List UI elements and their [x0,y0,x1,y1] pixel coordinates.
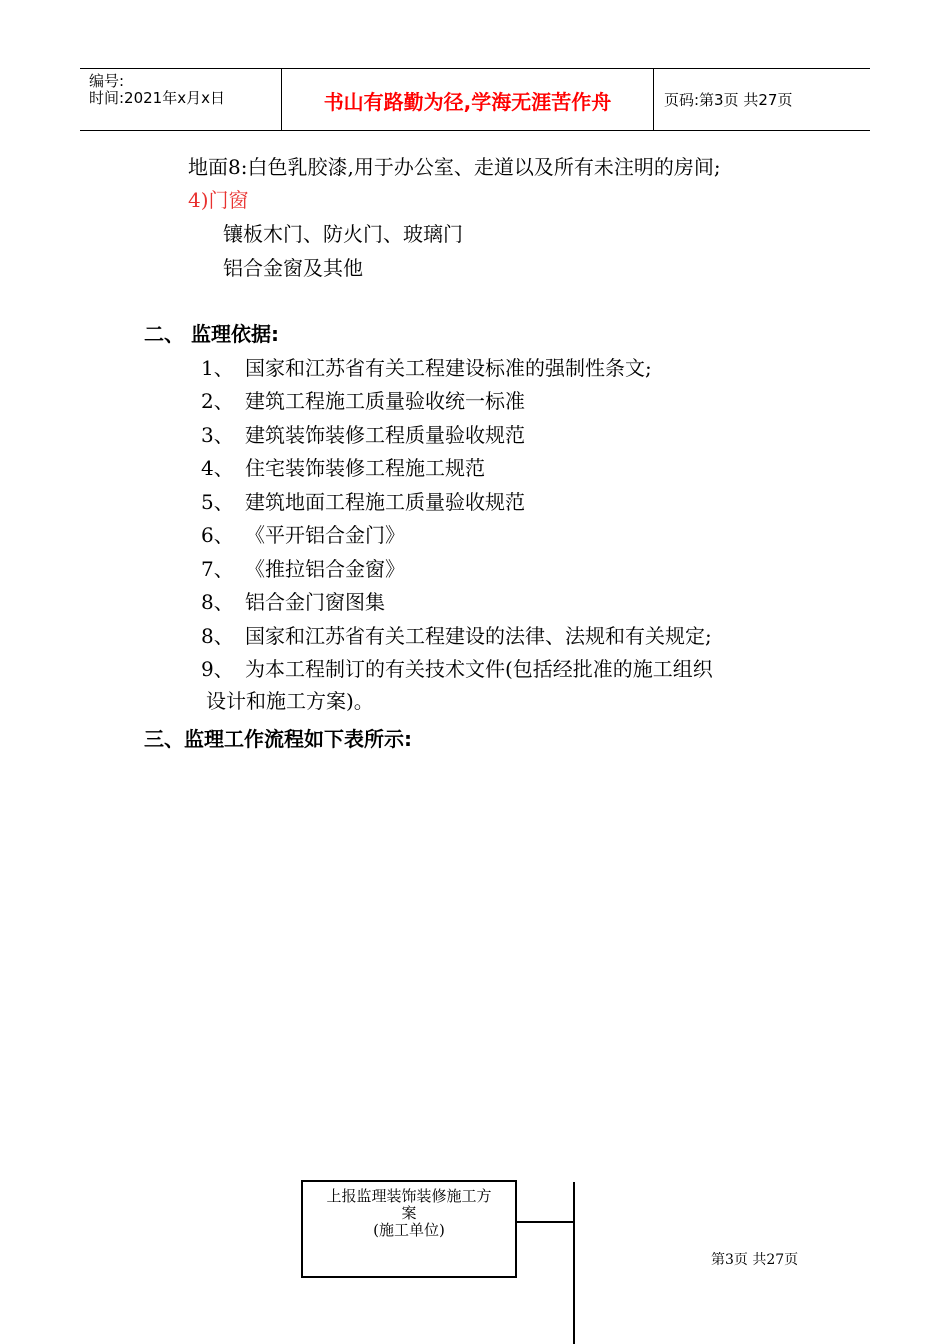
basis-item-number: 7、 [201,557,234,581]
section-two-heading: 二、 监理依据: [144,322,279,346]
basis-item [201,456,485,480]
basis-item-text: 住宅装饰装修工程施工规范 [245,456,485,480]
basis-item-number: 5、 [201,490,234,514]
page-footer: 第3页 共27页 [711,1252,799,1268]
basis-item-number: 9、 [201,657,234,681]
basis-item-number: 1、 [201,356,234,380]
flowchart-horizontal-connector [517,1221,574,1223]
basis-item-number: 3、 [201,423,234,447]
basis-item-number: 8、 [201,624,234,648]
flowchart-box-line: 上报监理装饰装修施工方 [326,1187,492,1205]
basis-item-text: 铝合金门窗图集 [245,590,385,614]
basis-item-text: 为本工程制订的有关技术文件(包括经批准的施工组织 [245,657,713,681]
basis-item-text: 《平开铝合金门》 [245,523,405,547]
basis-item-text: 建筑工程施工质量验收统一标准 [245,389,525,413]
document-number-label: 编号: [89,72,125,90]
basis-item [201,423,525,447]
page-header [80,68,870,131]
basis-item-text: 国家和江苏省有关工程建设的法律、法规和有关规定; [245,624,712,648]
basis-item-text: 建筑装饰装修工程质量验收规范 [245,423,525,447]
basis-item-text: 国家和江苏省有关工程建设标准的强制性条文; [245,356,652,380]
basis-item-number: 2、 [201,389,234,413]
flowchart-box-line: (施工单位) [373,1221,445,1239]
basis-item-number: 6、 [201,523,234,547]
basis-item [201,490,525,514]
header-page-cell [655,69,870,130]
document-date-label: 时间:2021年x月x日 [89,89,225,107]
flowchart-box-line: 案 [401,1204,417,1222]
basis-item [201,590,385,614]
doors-windows-heading: 4)门窗 [188,188,249,212]
basis-item-text: 建筑地面工程施工质量验收规范 [245,490,525,514]
floor-finish-line: 地面8:白色乳胶漆,用于办公室、走道以及所有未注明的房间; [188,155,721,179]
basis-item [201,389,525,413]
section-three-heading: 三、监理工作流程如下表所示: [144,727,412,751]
basis-item-number: 8、 [201,590,234,614]
basis-item [201,657,713,681]
basis-item-number: 4、 [201,456,234,480]
header-motto: 书山有路勤为径,学海无涯苦作舟 [323,90,612,114]
basis-item [201,624,712,648]
flowchart-vertical-connector [573,1182,575,1344]
basis-item [201,557,405,581]
header-motto-cell [282,69,654,130]
basis-item [201,356,652,380]
windows-list-item: 铝合金窗及其他 [223,256,363,280]
basis-item-continuation: 设计和施工方案)。 [206,689,374,713]
basis-item [201,523,405,547]
header-page-number: 页码:第3页 共27页 [664,91,793,109]
doors-list-item: 镶板木门、防火门、玻璃门 [223,222,463,246]
flowchart-submit-plan-box [301,1180,517,1278]
header-meta-cell [80,69,282,130]
basis-item-text: 《推拉铝合金窗》 [245,557,405,581]
